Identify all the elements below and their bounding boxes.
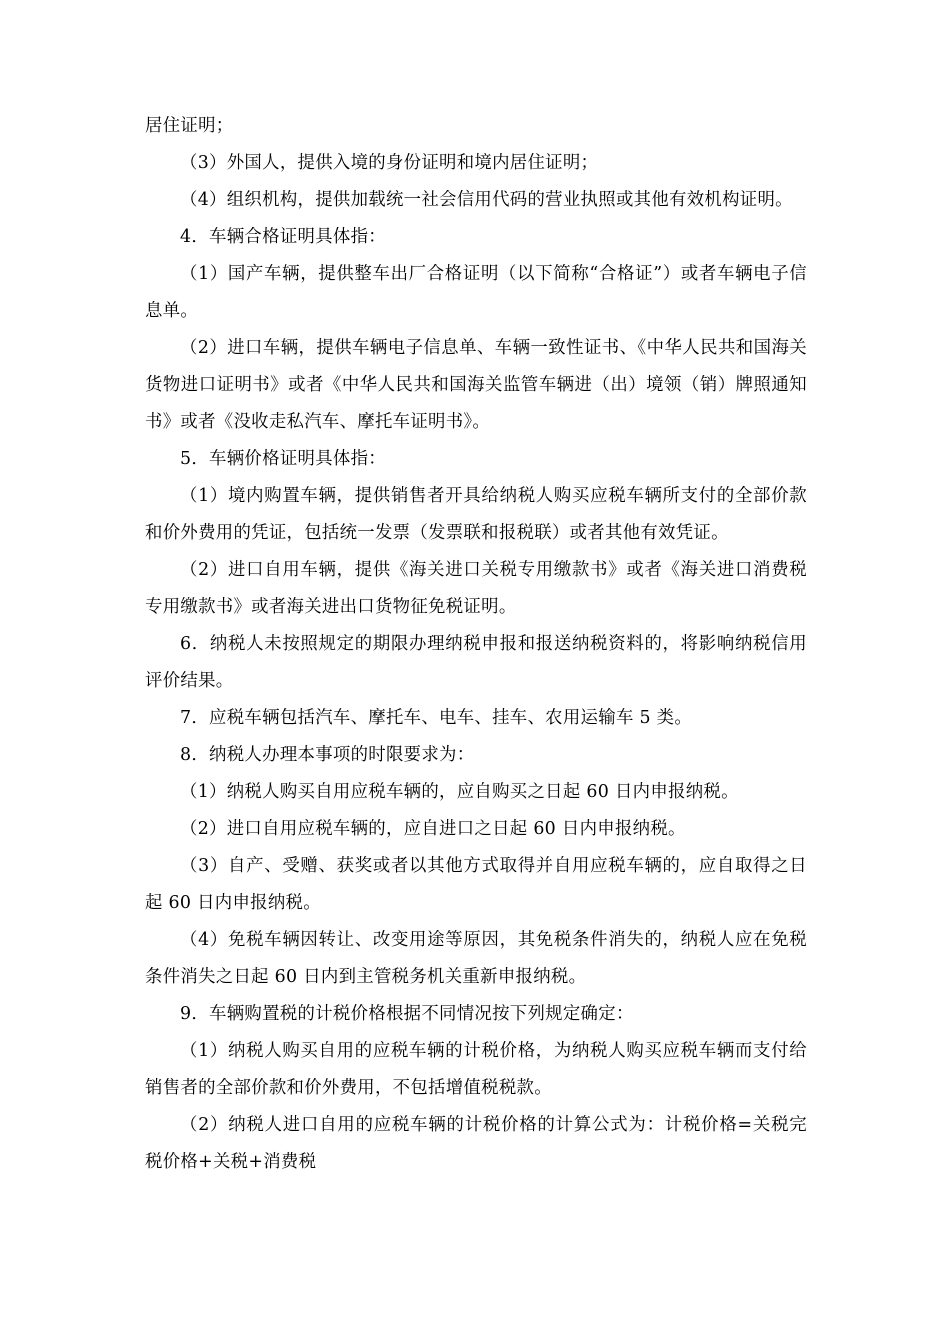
paragraph-organization: （4）组织机构，提供加载统一社会信用代码的营业执照或其他有效机构证明。 (180, 190, 793, 210)
heading-vehicle-price-proof: 5．车辆价格证明具体指： (180, 449, 386, 469)
paragraph-price-purchase: （1）纳税人购买自用的应税车辆的计税价格，为纳税人购买应税车辆而支付给销售者的全部价款和价外费用，不包括增值税税款。 (145, 1041, 807, 1098)
paragraph-limit-exemption-lapse: （4）免税车辆因转让、改变用途等原因，其免税条件消失的，纳税人应在免税条件消失之日起 60 日内到主管税务机关重新申报纳税。 (145, 930, 807, 987)
paragraph-domestic-vehicle: （1）国产车辆，提供整车出厂合格证明（以下简称“合格证”）或者车辆电子信息单。 (145, 264, 807, 321)
paragraph-limit-import: （2）进口自用应税车辆的，应自进口之日起 60 日内申报纳税。 (180, 819, 686, 839)
paragraph-limit-purchase: （1）纳税人购买自用应税车辆的，应自购买之日起 60 日内申报纳税。 (180, 782, 739, 802)
paragraph-domestic-purchase: （1）境内购置车辆，提供销售者开具给纳税人购买应税车辆所支付的全部价款和价外费用的凭证，包括统一发票（发票联和报税联）或者其他有效凭证。 (145, 486, 807, 543)
paragraph-credit-rating: 6．纳税人未按照规定的期限办理纳税申报和报送纳税资料的，将影响纳税信用评价结果。 (145, 634, 807, 691)
paragraph-foreigner: （3）外国人，提供入境的身份证明和境内居住证明； (180, 153, 599, 173)
paragraph-imported-self-use: （2）进口自用车辆，提供《海关进口关税专用缴款书》或者《海关进口消费税专用缴款书》或者海关进出口货物征免税证明。 (145, 560, 807, 617)
heading-time-limits: 8．纳税人办理本事项的时限要求为： (180, 745, 475, 765)
paragraph-price-import-formula: （2）纳税人进口自用的应税车辆的计税价格的计算公式为：计税价格=关税完税价格+关税+消费税 (145, 1115, 807, 1172)
paragraph-taxable-vehicles: 7．应税车辆包括汽车、摩托车、电车、挂车、农用运输车 5 类。 (180, 708, 693, 728)
document-body (145, 108, 807, 1181)
paragraph-limit-self-produced: （3）自产、受赠、获奖或者以其他方式取得并自用应税车辆的，应自取得之日起 60 日内申报纳税。 (145, 856, 807, 913)
paragraph-imported-vehicle: （2）进口车辆，提供车辆电子信息单、车辆一致性证书、《中华人民共和国海关货物进口证明书》或者《中华人民共和国海关监管车辆进（出）境领（销）牌照通知书》或者《没收走私汽车、摩托车证明书》。 (145, 338, 807, 432)
paragraph-residence-proof-continued: 居住证明； (145, 116, 234, 136)
heading-vehicle-certificate: 4．车辆合格证明具体指： (180, 227, 386, 247)
heading-taxable-price: 9．车辆购置税的计税价格根据不同情况按下列规定确定： (180, 1004, 634, 1024)
